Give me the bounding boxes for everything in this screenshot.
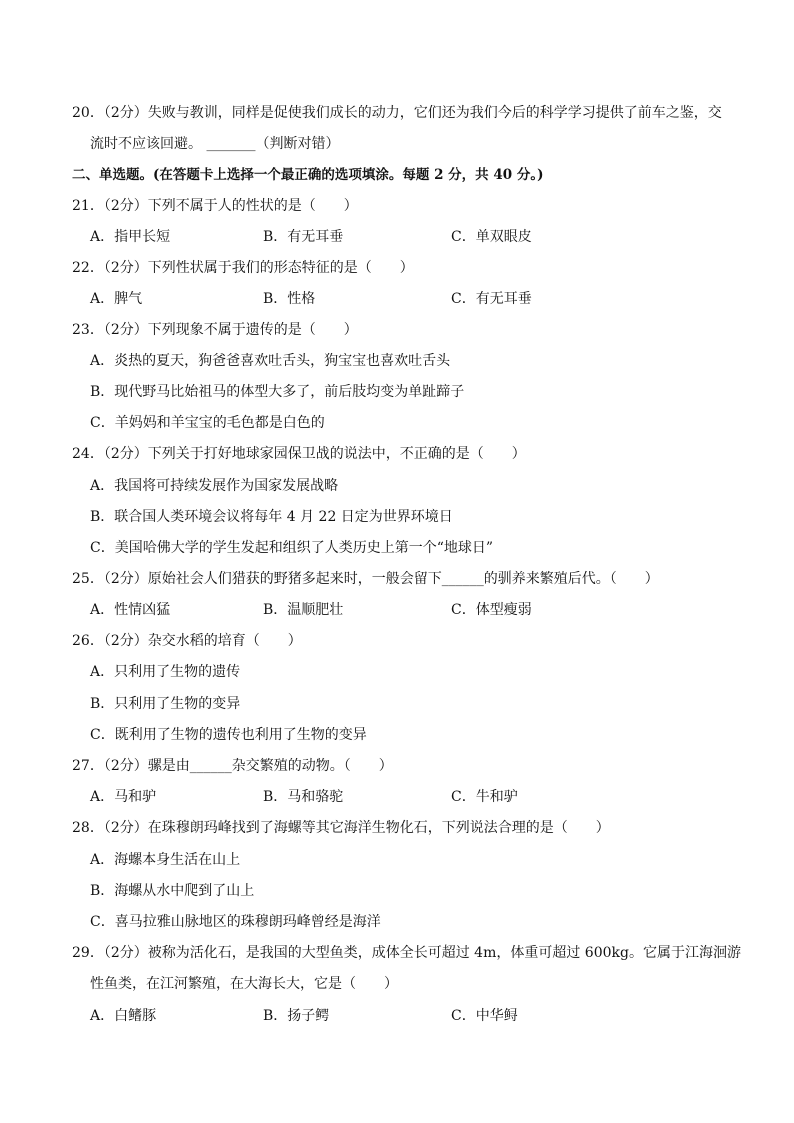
- question-27-option-a[interactable]: A．马和驴: [90, 789, 157, 805]
- question-26-option-a[interactable]: A．只利用了生物的遗传: [90, 664, 241, 680]
- question-22-option-b[interactable]: B．性格: [263, 291, 316, 307]
- question-26-stem: 26．（2分）杂交水稻的培育（ ）: [72, 633, 302, 649]
- question-20-line-2: 流时不应该回避。 _______（判断对错）: [90, 136, 340, 152]
- question-28-option-b[interactable]: B．海螺从水中爬到了山上: [90, 883, 255, 899]
- question-26-option-c[interactable]: C．既利用了生物的遗传也利用了生物的变异: [90, 727, 367, 743]
- question-25-option-a[interactable]: A．性情凶猛: [90, 602, 171, 618]
- question-24-option-a[interactable]: A．我国将可持续发展作为国家发展战略: [90, 478, 339, 494]
- question-25-option-c[interactable]: C．体型瘦弱: [451, 602, 532, 618]
- question-22-stem: 22．（2分）下列性状属于我们的形态特征的是（ ）: [72, 260, 414, 276]
- question-22-options: [90, 289, 750, 309]
- question-26-option-b[interactable]: B．只利用了生物的变异: [90, 696, 241, 712]
- question-22-option-c[interactable]: C．有无耳垂: [451, 291, 532, 307]
- question-21-option-a[interactable]: A．指甲长短: [90, 229, 171, 245]
- question-27-option-c[interactable]: C．牛和驴: [451, 789, 518, 805]
- question-21-option-b[interactable]: B．有无耳垂: [263, 229, 344, 245]
- question-20-line-1: 20．（2分）失败与教训，同样是促使我们成长的动力，它们还为我们今后的科学学习提供了前车之鉴，交: [72, 105, 722, 121]
- question-28-option-a[interactable]: A．海螺本身生活在山上: [90, 852, 241, 868]
- question-21-options: [90, 227, 750, 247]
- question-25-option-b[interactable]: B．温顺肥壮: [263, 602, 344, 618]
- question-23-option-c[interactable]: C．羊妈妈和羊宝宝的毛色都是白色的: [90, 415, 325, 431]
- question-21-option-c[interactable]: C．单双眼皮: [451, 229, 532, 245]
- question-28-option-c[interactable]: C．喜马拉雅山脉地区的珠穆朗玛峰曾经是海洋: [90, 914, 381, 930]
- question-22-option-a[interactable]: A．脾气: [90, 291, 143, 307]
- question-25-options: [90, 600, 750, 620]
- question-24-stem: 24．（2分）下列关于打好地球家园保卫战的说法中，不正确的是（ ）: [72, 446, 526, 462]
- question-25-stem: 25．（2分）原始社会人们猎获的野猪多起来时，一般会留下______的驯养来繁殖后代。（ ）: [72, 571, 659, 587]
- question-21-stem: 21．（2分）下列不属于人的性状的是（ ）: [72, 198, 358, 214]
- question-29-options: [90, 1006, 750, 1026]
- question-23-stem: 23．（2分）下列现象不属于遗传的是（ ）: [72, 322, 358, 338]
- question-27-options: [90, 787, 750, 807]
- question-23-option-b[interactable]: B．现代野马比始祖马的体型大多了，前后肢均变为单趾蹄子: [90, 384, 465, 400]
- question-29-option-c[interactable]: C．中华鲟: [451, 1008, 518, 1024]
- question-24-option-c[interactable]: C．美国哈佛大学的学生发起和组织了人类历史上第一个“地球日”: [90, 540, 494, 556]
- question-29-line-2: 性鱼类，在江河繁殖，在大海长大，它是（ ）: [90, 976, 398, 992]
- question-24-option-b[interactable]: B．联合国人类环境会议将每年 4 月 22 日定为世界环境日: [90, 509, 453, 525]
- question-23-option-a[interactable]: A．炎热的夏天，狗爸爸喜欢吐舌头，狗宝宝也喜欢吐舌头: [90, 353, 451, 369]
- question-27-stem: 27．（2分）骡是由______杂交繁殖的动物。（ ）: [72, 758, 393, 774]
- question-29-option-b[interactable]: B．扬子鳄: [263, 1008, 330, 1024]
- question-28-stem: 28．（2分）在珠穆朗玛峰找到了海螺等其它海洋生物化石，下列说法合理的是（ ）: [72, 820, 610, 836]
- question-27-option-b[interactable]: B．马和骆驼: [263, 789, 344, 805]
- section-heading-single-choice: 二、单选题。(在答题卡上选择一个最正确的选项填涂。每题 2 分，共 40 分。): [72, 167, 544, 183]
- question-29-option-a[interactable]: A．白鳍豚: [90, 1008, 157, 1024]
- question-29-line-1: 29．（2分）被称为活化石，是我国的大型鱼类，成体全长可超过 4m，体重可超过 600kg。它属于江海洄游: [72, 945, 741, 961]
